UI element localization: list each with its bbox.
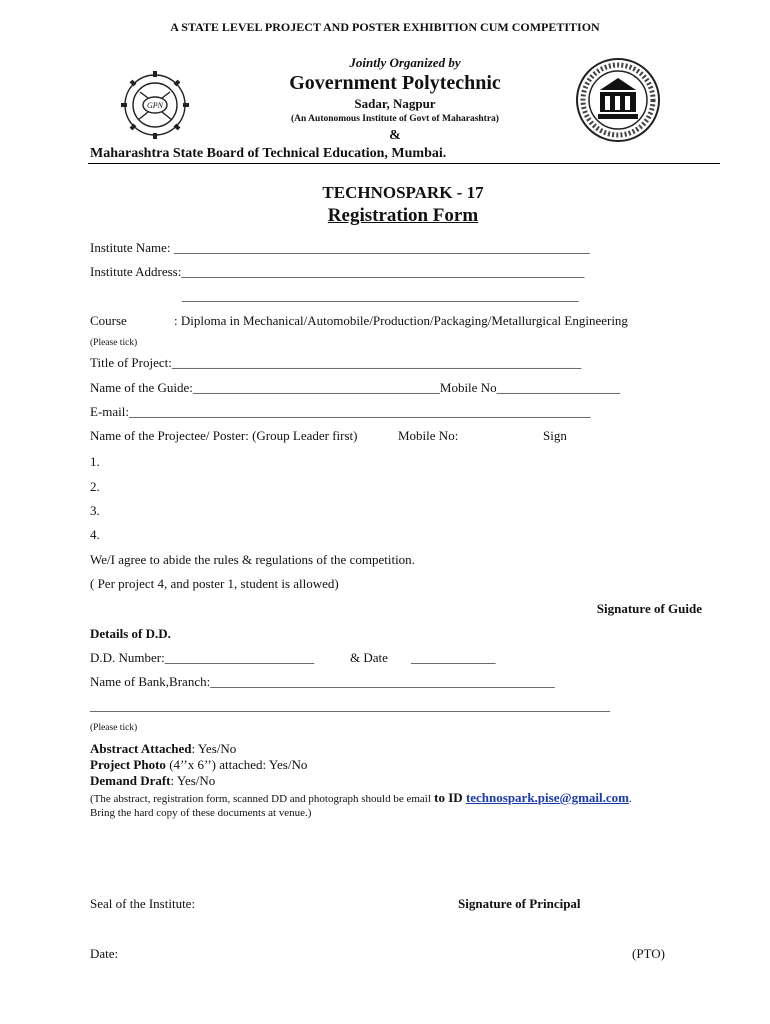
autonomous-note: (An Autonomous Institute of Govt of Maharashtra) [291, 114, 499, 124]
bank-branch-field[interactable]: Name of Bank,Branch:_____________________________________________________ [90, 674, 555, 689]
gpn-logo-icon [112, 68, 198, 142]
please-tick-note-2: (Please tick) [90, 723, 138, 733]
event-name: TECHNOSPARK - 17 [322, 183, 484, 202]
submission-note [90, 790, 632, 806]
guide-signature-label: Signature of Guide [596, 601, 702, 616]
submission-note-text: (The abstract, registration form, scanned DD and photograph should be email [90, 793, 431, 805]
dd-date-label: & Date [350, 650, 388, 665]
course-label: Course [90, 313, 127, 328]
guide-name-field[interactable]: Name of the Guide:______________________________________Mobile No___________________ [90, 380, 621, 395]
dd-details-heading: Details of D.D. [90, 626, 171, 641]
demand-draft-label: Demand Draft [90, 773, 171, 788]
seal-label: Seal of the Institute: [90, 896, 196, 911]
college-city: Sadar, Nagpur [354, 96, 436, 111]
date-label: Date: [90, 946, 119, 961]
institute-address-line2[interactable]: _____________________________________________________________ [182, 288, 579, 303]
member-row-2[interactable]: 2. [90, 479, 100, 494]
board-name: Maharashtra State Board of Technical Education, Mumbai. [90, 146, 447, 161]
please-tick-note: (Please tick) [90, 338, 138, 348]
logo-text: GPN [147, 101, 163, 110]
member-row-4[interactable]: 4. [90, 527, 100, 542]
email-field[interactable]: E-mail:_______________________________________________________________________ [90, 404, 591, 419]
photo-row[interactable] [90, 757, 307, 773]
dd-date-field[interactable]: _____________ [411, 650, 496, 665]
pto-label: (PTO) [632, 946, 665, 961]
to-id-text: to ID [430, 790, 466, 805]
dd-number-field[interactable]: D.D. Number:_______________________ [90, 650, 315, 665]
member-row-3[interactable]: 3. [90, 503, 100, 518]
principal-signature-label: Signature of Principal [458, 896, 581, 911]
mobile-no-label: Mobile No: [398, 428, 459, 443]
submission-note-line2: Bring the hard copy of these documents at venue.) [90, 807, 312, 819]
abstract-row[interactable] [90, 741, 236, 757]
header-divider [88, 163, 720, 164]
demand-draft-value[interactable]: : Yes/No [170, 773, 216, 788]
project-title-field[interactable]: Title of Project:_______________________________________________________________ [90, 355, 582, 370]
agreement-text: We/I agree to abide the rules & regulations of the competition. [90, 552, 415, 567]
member-row-1[interactable]: 1. [90, 454, 100, 469]
note-period: . [628, 793, 632, 805]
event-title: A STATE LEVEL PROJECT AND POSTER EXHIBITION CUM COMPETITION [170, 20, 600, 34]
bank-branch-line2[interactable]: ________________________________________________________________________________ [90, 698, 610, 713]
photo-value[interactable]: (4’’x 6’’) attached: Yes/No [165, 757, 308, 772]
jointly-organized: Jointly Organized by [349, 55, 461, 70]
ampersand: & [389, 128, 401, 143]
photo-label: Project Photo [90, 757, 166, 772]
abstract-value[interactable]: : Yes/No [191, 741, 237, 756]
institute-name-field[interactable]: Institute Name: ________________________________________________________________ [90, 240, 590, 255]
msbte-seal-icon [574, 56, 662, 144]
demand-draft-row[interactable] [90, 773, 215, 789]
course-options[interactable]: : Diploma in Mechanical/Automobile/Production/Packaging/Metallurgical Engineering [174, 313, 628, 328]
form-title: Registration Form [327, 205, 479, 226]
projectee-label: Name of the Projectee/ Poster: (Group Leader first) [90, 428, 358, 443]
contact-email-link[interactable]: technospark.pise@gmail.com [465, 790, 629, 805]
abstract-label: Abstract Attached [90, 741, 192, 756]
college-name: Government Polytechnic [289, 72, 501, 94]
participants-note: ( Per project 4, and poster 1, student is allowed) [90, 576, 339, 591]
institute-address-field[interactable]: Institute Address:______________________________________________________________ [90, 264, 585, 279]
sign-label: Sign [543, 428, 567, 443]
